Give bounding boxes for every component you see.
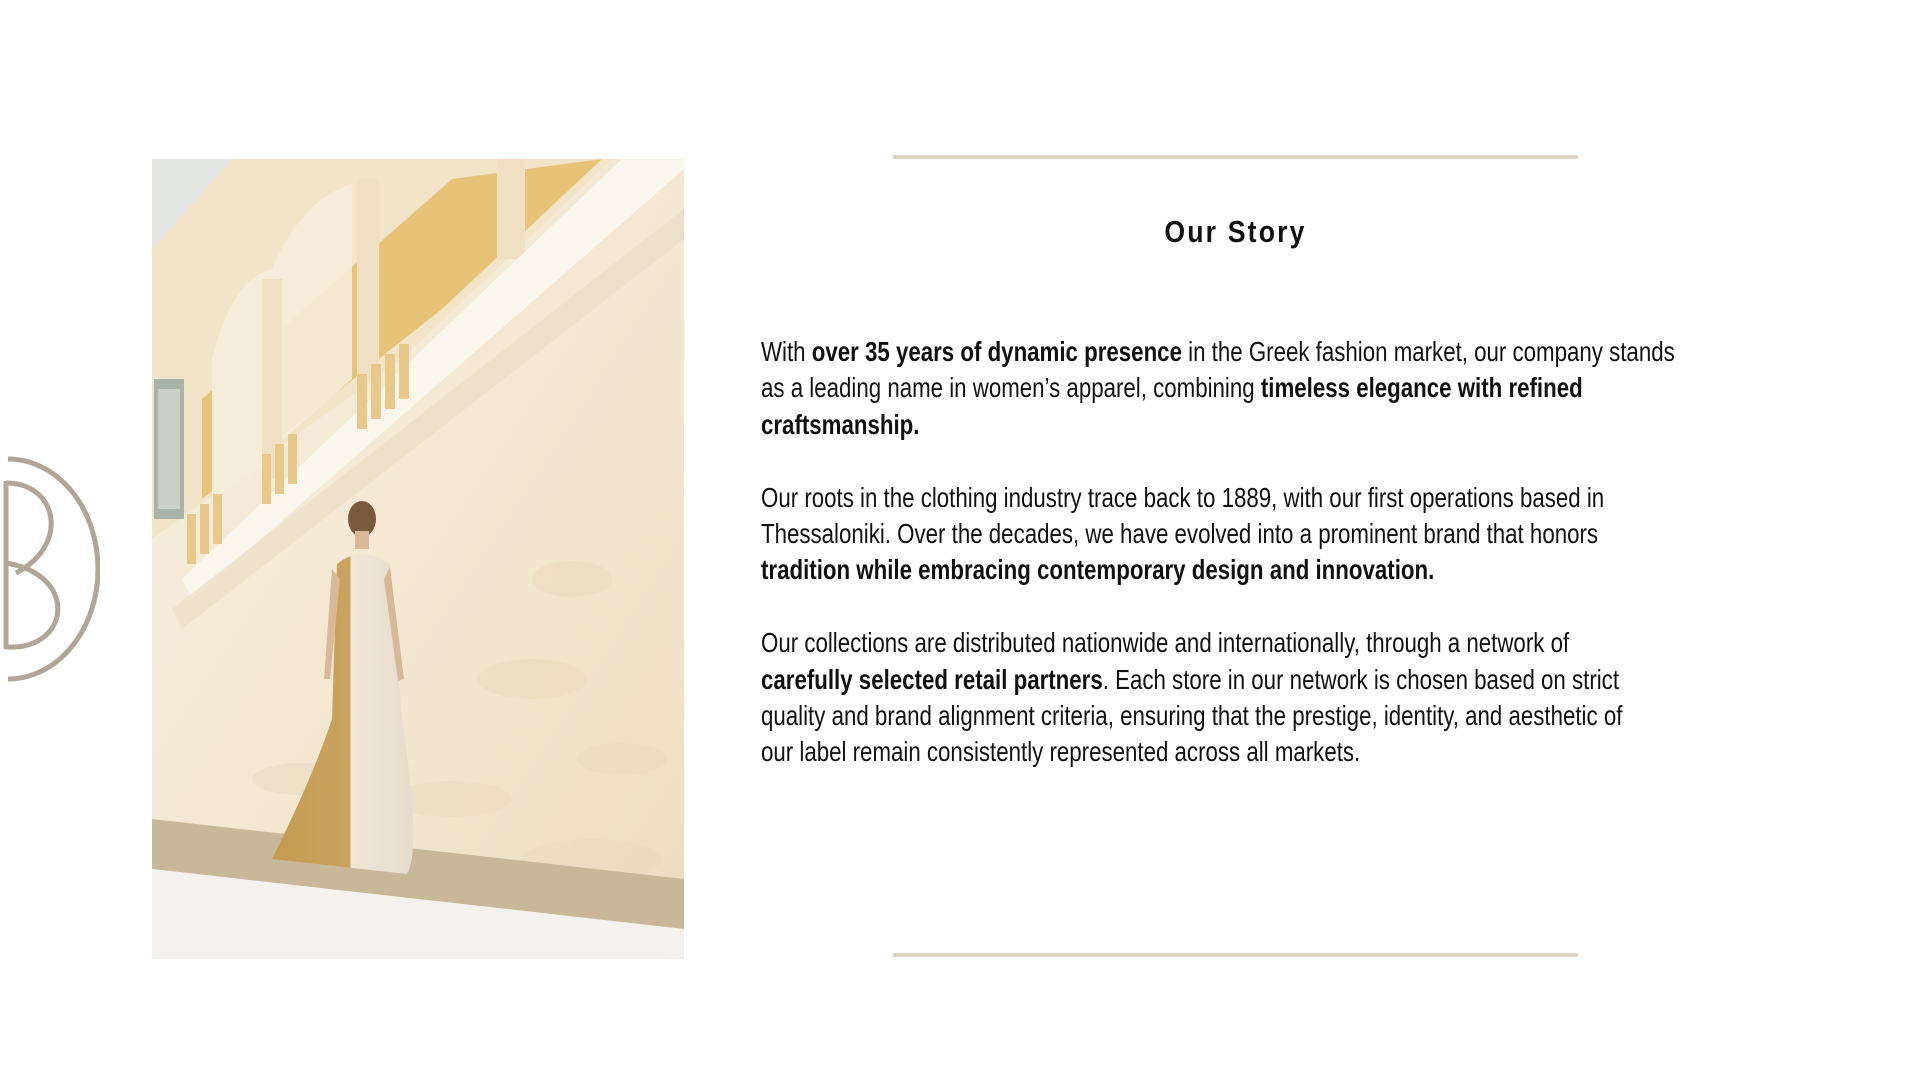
- text-run: Our roots in the clothing industry trace back to 1889, with our first operations based in: [761, 481, 1605, 513]
- paragraph-roots: [761, 480, 1733, 589]
- text-run-bold: over 35 years of dynamic presence: [811, 336, 1182, 367]
- fashion-photo: [152, 159, 684, 959]
- text-line: [761, 480, 1733, 516]
- b-monogram-icon: [0, 455, 100, 683]
- text-run-bold: tradition while embracing contemporary design and innovation.: [761, 554, 1435, 586]
- paragraph-intro: [761, 334, 1733, 443]
- text-line: [761, 552, 1733, 588]
- text-run-bold: timeless elegance with refined: [1260, 372, 1583, 404]
- bottom-divider: [893, 953, 1578, 957]
- text-run: Our collections are distributed nationwide and internationally, through a network of: [761, 627, 1570, 659]
- text-line: [761, 407, 1733, 443]
- text-line: [761, 334, 1733, 370]
- text-run: Thessaloniki. Over the decades, we have evolved into a prominent brand that honors: [761, 518, 1599, 550]
- text-run: as a leading name in women’s apparel, combining: [761, 372, 1261, 404]
- paragraph-distribution: [761, 625, 1733, 771]
- text-run: quality and brand alignment criteria, ensuring that the prestige, identity, and aesthetic of: [761, 700, 1623, 732]
- text-line: [761, 516, 1733, 552]
- text-run: our label remain consistently represented across all markets.: [761, 736, 1361, 768]
- text-run: in the Greek fashion market, our company stands: [1181, 336, 1675, 367]
- top-divider: [893, 155, 1578, 159]
- text-run-bold: carefully selected retail partners: [761, 663, 1103, 695]
- text-line: [761, 698, 1733, 734]
- text-run: With: [761, 336, 812, 367]
- text-line: [761, 662, 1733, 698]
- text-run: . Each store in our network is chosen based on strict: [1102, 663, 1620, 695]
- text-line: [761, 734, 1733, 770]
- text-line: [761, 625, 1733, 661]
- story-text: [761, 334, 1733, 807]
- text-line: [761, 370, 1733, 406]
- text-run-bold: craftsmanship.: [761, 408, 920, 440]
- section-title: Our Story: [1164, 214, 1307, 249]
